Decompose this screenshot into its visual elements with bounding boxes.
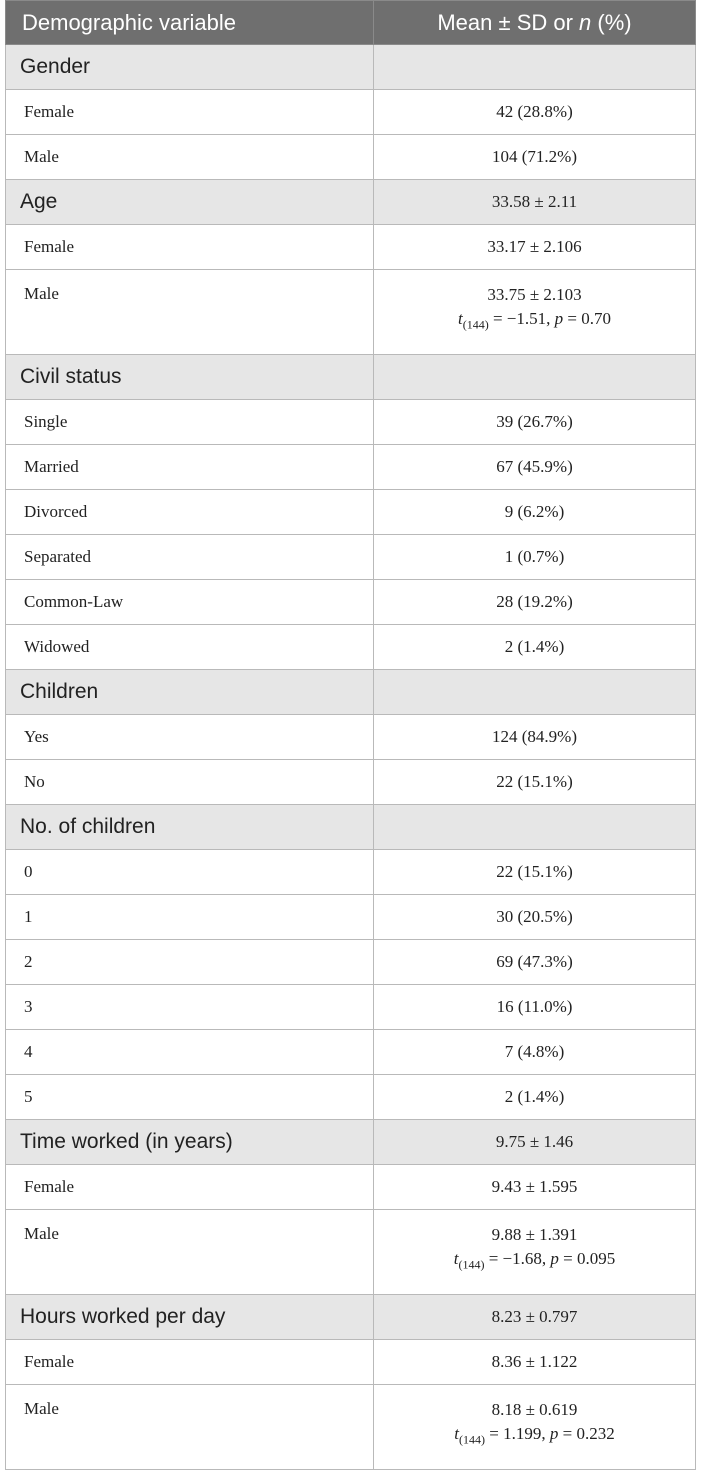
category-label: No. of children	[6, 805, 374, 850]
row-value-cell	[374, 355, 696, 400]
row-value: 30 (20.5%)	[496, 907, 573, 926]
category-row	[6, 1295, 696, 1340]
row-label: Female	[6, 90, 374, 135]
row-value-cell	[374, 580, 696, 625]
header-n-italic: n	[579, 9, 592, 35]
table-row	[6, 985, 696, 1030]
stat-df: (144)	[458, 1257, 485, 1272]
category-row	[6, 1120, 696, 1165]
row-value-cell	[374, 1075, 696, 1120]
row-value: 39 (26.7%)	[496, 412, 573, 431]
category-label: Civil status	[6, 355, 374, 400]
row-value: 9.43 ± 1.595	[491, 1177, 578, 1196]
row-label: 0	[6, 850, 374, 895]
table-row	[6, 580, 696, 625]
stat-t-symbol: t	[457, 309, 463, 328]
row-value: 104 (71.2%)	[492, 147, 577, 166]
stat-t-value: = 1.199,	[485, 1424, 550, 1443]
stat-p-symbol: p	[554, 309, 564, 328]
row-label: No	[6, 760, 374, 805]
row-value-cell	[374, 895, 696, 940]
row-value: 33.17 ± 2.106	[487, 237, 582, 256]
row-label: Male	[6, 1385, 374, 1470]
category-label: Children	[6, 670, 374, 715]
row-value: 16 (11.0%)	[496, 997, 573, 1016]
row-value: 9.75 ± 1.46	[495, 1132, 574, 1151]
table-row	[6, 1165, 696, 1210]
row-value: 33.75 ± 2.103	[487, 285, 582, 304]
table-body	[6, 45, 696, 1470]
table-row	[6, 135, 696, 180]
row-value-cell	[374, 490, 696, 535]
row-value-cell	[374, 940, 696, 985]
table-row	[6, 850, 696, 895]
table-row	[6, 1210, 696, 1295]
row-value-cell	[374, 270, 696, 355]
row-value-cell	[374, 985, 696, 1030]
stat-t-value: = −1.51,	[488, 309, 555, 328]
header-mean-sd-prefix: Mean ± SD or	[437, 9, 580, 35]
row-value-cell	[374, 1385, 696, 1470]
row-value: 2 (1.4%)	[504, 1087, 565, 1106]
category-row	[6, 670, 696, 715]
category-label: Age	[6, 180, 374, 225]
row-value-cell	[374, 805, 696, 850]
row-label: 3	[6, 985, 374, 1030]
row-label: Yes	[6, 715, 374, 760]
category-label: Gender	[6, 45, 374, 90]
row-value-cell	[374, 400, 696, 445]
table-row	[6, 270, 696, 355]
row-value-cell	[374, 535, 696, 580]
row-label: Female	[6, 225, 374, 270]
row-value: 22 (15.1%)	[496, 772, 573, 791]
row-value: 124 (84.9%)	[492, 727, 577, 746]
row-value: 33.58 ± 2.11	[491, 192, 578, 211]
row-value: 42 (28.8%)	[496, 102, 573, 121]
row-value-cell	[374, 1030, 696, 1075]
row-value-cell	[374, 1340, 696, 1385]
row-value: 28 (19.2%)	[496, 592, 573, 611]
stat-p-value: = 0.70	[563, 309, 611, 328]
t-test-statistic	[374, 307, 695, 336]
category-row	[6, 45, 696, 90]
row-label: Female	[6, 1165, 374, 1210]
row-value: 8.36 ± 1.122	[491, 1352, 578, 1371]
table-row	[6, 1385, 696, 1470]
row-label: Divorced	[6, 490, 374, 535]
row-label: Widowed	[6, 625, 374, 670]
row-value-cell	[374, 1165, 696, 1210]
table-row	[6, 490, 696, 535]
row-value: 9.88 ± 1.391	[491, 1225, 578, 1244]
row-value-cell	[374, 180, 696, 225]
table-row	[6, 895, 696, 940]
row-value-cell	[374, 45, 696, 90]
header-mean-sd	[374, 1, 696, 45]
row-value: 8.23 ± 0.797	[491, 1307, 578, 1326]
category-row	[6, 805, 696, 850]
row-label: Married	[6, 445, 374, 490]
table-row	[6, 400, 696, 445]
row-label: Single	[6, 400, 374, 445]
row-value-cell	[374, 1295, 696, 1340]
row-value-cell	[374, 850, 696, 895]
row-value: 22 (15.1%)	[496, 862, 573, 881]
row-value: 1 (0.7%)	[504, 547, 565, 566]
row-label: 2	[6, 940, 374, 985]
row-value-cell	[374, 225, 696, 270]
row-label: Male	[6, 1210, 374, 1295]
stat-df: (144)	[462, 317, 489, 332]
stat-t-symbol: t	[453, 1249, 459, 1268]
demographics-table	[5, 0, 696, 1470]
table-row	[6, 225, 696, 270]
table-row	[6, 760, 696, 805]
row-value-cell	[374, 1210, 696, 1295]
row-value-cell	[374, 90, 696, 135]
row-label: 4	[6, 1030, 374, 1075]
row-value-cell	[374, 715, 696, 760]
row-value: 7 (4.8%)	[504, 1042, 565, 1061]
row-value-cell	[374, 1120, 696, 1165]
category-row	[6, 355, 696, 400]
row-label: Male	[6, 270, 374, 355]
t-test-statistic	[374, 1247, 695, 1276]
row-value: 67 (45.9%)	[496, 457, 573, 476]
table-row	[6, 940, 696, 985]
table-row	[6, 445, 696, 490]
table-row	[6, 715, 696, 760]
header-demographic-variable: Demographic variable	[6, 1, 374, 45]
stat-p-symbol: p	[549, 1424, 559, 1443]
row-label: Female	[6, 1340, 374, 1385]
row-label: Common-Law	[6, 580, 374, 625]
row-label: 1	[6, 895, 374, 940]
row-value: 69 (47.3%)	[496, 952, 573, 971]
category-row	[6, 180, 696, 225]
row-value-cell	[374, 625, 696, 670]
row-value-cell	[374, 760, 696, 805]
row-label: Male	[6, 135, 374, 180]
header-row	[6, 1, 696, 45]
row-value: 9 (6.2%)	[504, 502, 565, 521]
table-row	[6, 1075, 696, 1120]
row-label: Separated	[6, 535, 374, 580]
stat-df: (144)	[459, 1432, 486, 1447]
table-row	[6, 535, 696, 580]
stat-t-symbol: t	[454, 1424, 460, 1443]
category-label: Hours worked per day	[6, 1295, 374, 1340]
t-test-statistic	[374, 1422, 695, 1451]
table-row	[6, 1030, 696, 1075]
table-row	[6, 90, 696, 135]
stat-p-symbol: p	[550, 1249, 559, 1268]
stat-t-value: = −1.68,	[484, 1249, 551, 1268]
table-row	[6, 1340, 696, 1385]
stat-p-value: = 0.095	[558, 1249, 616, 1268]
row-value: 2 (1.4%)	[504, 637, 565, 656]
table-row	[6, 625, 696, 670]
row-value-cell	[374, 445, 696, 490]
row-value: 8.18 ± 0.619	[491, 1400, 578, 1419]
stat-p-value: = 0.232	[558, 1424, 615, 1443]
row-value-cell	[374, 670, 696, 715]
row-value-cell	[374, 135, 696, 180]
row-label: 5	[6, 1075, 374, 1120]
category-label: Time worked (in years)	[6, 1120, 374, 1165]
header-mean-sd-suffix: (%)	[591, 9, 632, 35]
